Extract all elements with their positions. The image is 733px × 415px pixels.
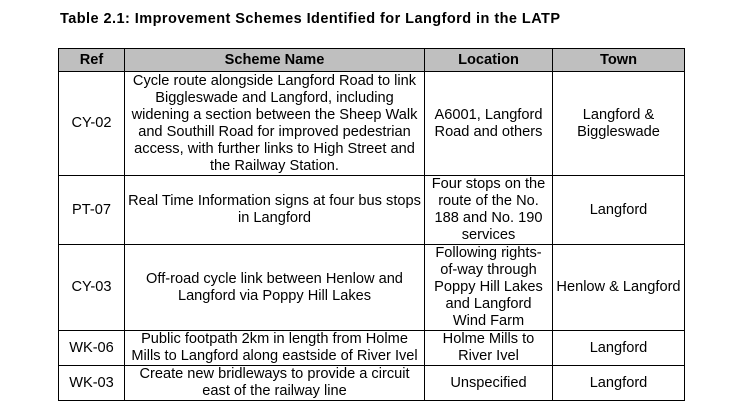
table-row: [59, 366, 685, 401]
column-header-scheme-name: Scheme Name: [125, 49, 425, 72]
scheme-name-cell: Off-road cycle link between Henlow and Langford via Poppy Hill Lakes: [125, 245, 425, 331]
location-cell: Four stops on the route of the No. 188 and No. 190 services: [425, 176, 553, 245]
scheme-name-cell: Create new bridleways to provide a circuit east of the railway line: [125, 366, 425, 401]
table-row: [59, 176, 685, 245]
town-cell: Langford: [553, 331, 685, 366]
ref-cell: WK-03: [59, 366, 125, 401]
table-caption: Table 2.1: Improvement Schemes Identified for Langford in the LATP: [60, 11, 561, 27]
header-row: [59, 49, 685, 72]
column-header-town: Town: [553, 49, 685, 72]
town-cell: Langford: [553, 176, 685, 245]
location-cell: Holme Mills to River Ivel: [425, 331, 553, 366]
ref-cell: CY-03: [59, 245, 125, 331]
scheme-name-cell: Real Time Information signs at four bus stops in Langford: [125, 176, 425, 245]
improvement-schemes-table: [58, 48, 685, 401]
table-row: [59, 72, 685, 176]
town-cell: Langford & Biggleswade: [553, 72, 685, 176]
ref-cell: PT-07: [59, 176, 125, 245]
town-cell: Henlow & Langford: [553, 245, 685, 331]
scheme-name-cell: Cycle route alongside Langford Road to link Biggleswade and Langford, including widening a section between the Sheep Walk and Southill Road for improved pedestrian access, with further links to High Street and the Railway Station.: [125, 72, 425, 176]
location-cell: A6001, Langford Road and others: [425, 72, 553, 176]
column-header-location: Location: [425, 49, 553, 72]
town-cell: Langford: [553, 366, 685, 401]
location-cell: Unspecified: [425, 366, 553, 401]
scheme-name-cell: Public footpath 2km in length from Holme Mills to Langford along eastside of River Ivel: [125, 331, 425, 366]
column-header-ref: Ref: [59, 49, 125, 72]
ref-cell: WK-06: [59, 331, 125, 366]
table-row: [59, 331, 685, 366]
ref-cell: CY-02: [59, 72, 125, 176]
location-cell: Following rights-of-way through Poppy Hill Lakes and Langford Wind Farm: [425, 245, 553, 331]
table-row: [59, 245, 685, 331]
